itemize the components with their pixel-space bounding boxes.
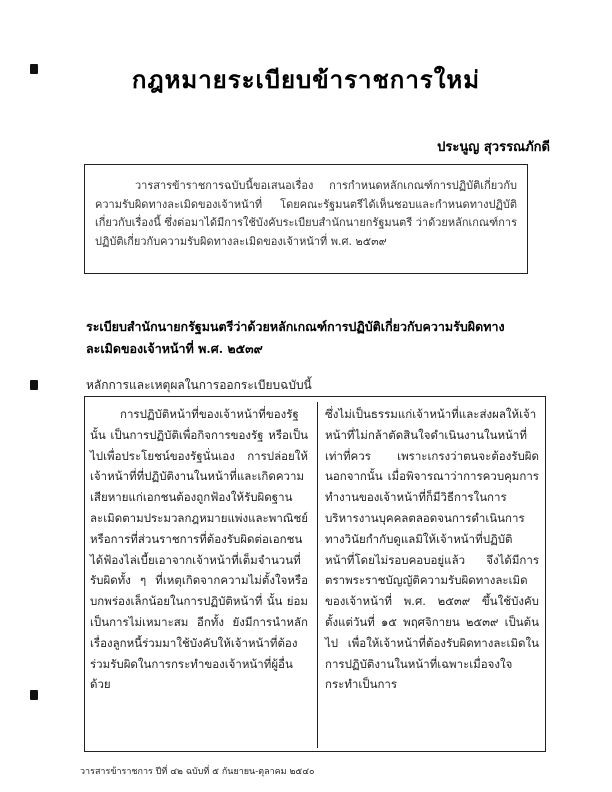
right-column-text: ซึ่งไม่เป็นธรรมแก่เจ้าหน้าที่และส่งผลให้เจ้าหน้าที่ไม่กล้าตัดสินใจดำเนินงานในหน้าที่เท่าที่ควร เพราะเกรงว่าตนจะต้องรับผิดนอกจากนั้น เมื่อพิจารณาว่าการควบคุมการทำงานของเจ้าหน้าที่ก็มีวิธีการในการบริหารงานบุคคลตลอดจนการดำเนินการทางวินัยกำกับดูแลมิให้เจ้าหน้าที่ปฏิบัติหน้าที่โดยไม่รอบคอบอยู่แล้ว จึงได้มีการตราพระราชบัญญัติความรับผิดทางละเมิดของเจ้าหน้าที่ พ.ศ. ๒๕๓๙ ขึ้นใช้บังคับตั้งแต่วันที่ ๑๕ พฤศจิกายน ๒๕๓๙ เป็นต้นไป เพื่อให้เจ้าหน้าที่ต้องรับผิดทางละเมิดในการปฏิบัติงานในหน้าที่เฉพาะเมื่อจงใจกระทำเป็นการ <box>325 407 539 692</box>
left-column <box>90 404 308 695</box>
right-column <box>325 404 539 695</box>
abstract-box <box>84 164 528 274</box>
section-heading: ระเบียบสำนักนายกรัฐมนตรีว่าด้วยหลักเกณฑ์การปฏิบัติเกี่ยวกับความรับผิดทางละเมิดของเจ้าหน้าที่ พ.ศ. ๒๕๓๙ <box>86 319 505 356</box>
page-footer: วารสารข้าราชการ ปีที่ ๔๒ ฉบับที่ ๕ กันยายน-ตุลาคม ๒๕๔๐ <box>80 767 315 777</box>
column-divider <box>317 402 318 748</box>
left-column-text: การปฏิบัติหน้าที่ของเจ้าหน้าที่ของรัฐนั้น เป็นการปฏิบัติเพื่อกิจการของรัฐ หรือเป็นไปเพื่อประโยชน์ของรัฐนั่นเอง การปล่อยให้เจ้าหน้าที่ที่ปฏิบัติงานในหน้าที่และเกิดความเสียหายแก่เอกชนต้องถูกฟ้องให้รับผิดฐานละเมิดตามประมวลกฎหมายแพ่งและพาณิชย์หรือการที่ส่วนราชการที่ต้องรับผิดต่อเอกชนได้ฟ้องไล่เบี้ยเอาจากเจ้าหน้าที่เต็มจำนวนที่รับผิดทั้ง ๆ ที่เหตุเกิดจากความไม่ตั้งใจหรือบกพร่องเล็กน้อยในการปฏิบัติหน้าที่ นั้น ย่อมเป็นการไม่เหมาะสม อีกทั้ง ยังมีการนำหลักเรื่องลูกหนี้ร่วมมาใช้บังคับให้เจ้าหน้าที่ต้องร่วมรับผิดในการกระทำของเจ้าหน้าที่ผู้อื่นด้วย <box>90 407 308 692</box>
scan-mark-middle <box>30 380 38 390</box>
author-name: ประนูญ สุวรรณภักดี <box>437 140 550 155</box>
document-title: กฎหมายระเบียบข้าราชการใหม่ <box>131 66 481 94</box>
scan-mark-bottom <box>30 690 38 700</box>
principle-heading: หลักการและเหตุผลในการออกระเบียบฉบับนี้ <box>86 378 312 392</box>
abstract-text: วารสารข้าราชการฉบับนี้ขอเสนอเรื่อง การกำหนดหลักเกณฑ์การปฏิบัติเกี่ยวกับความรับผิดทางละเมิดของเจ้าหน้าที่ โดยคณะรัฐมนตรีได้เห็นชอบและกำหนดทางปฏิบัติเกี่ยวกับเรื่องนี้ ซึ่งต่อมาได้มีการใช้บังคับระเบียบสำนักนายกรัฐมนตรี ว่าด้วยหลักเกณฑ์การปฏิบัติเกี่ยวกับความรับผิดทางละเมิดของเจ้าหน้าที่ พ.ศ. ๒๕๓๙ <box>95 179 517 248</box>
